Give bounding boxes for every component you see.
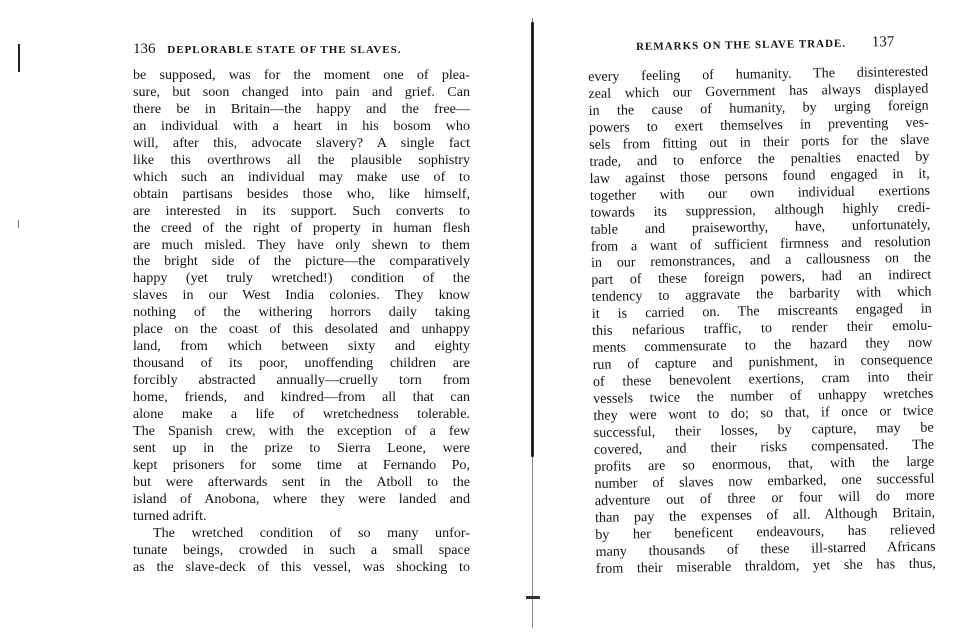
- text-line: The wretched condition of so many unfor-: [153, 524, 470, 541]
- text-line: successful, their losses, by capture, may be: [593, 419, 934, 441]
- right-page-body: [588, 64, 936, 578]
- text-line: turned adrift.: [133, 507, 207, 524]
- text-line: trade, and to enforce the penalties enacted by: [589, 148, 930, 170]
- text-line: zeal which our Government has always displayed: [588, 80, 929, 102]
- text-line: be supposed, was for the moment one of plea-: [133, 67, 470, 83]
- text-line: which such an individual may make use of to: [133, 168, 470, 185]
- text-line: sels from fitting out in their ports for the slave: [589, 131, 930, 153]
- text-line: like this overthrows all the plausible sophistry: [133, 151, 470, 168]
- text-line: The Spanish crew, with the exception of a few: [133, 423, 470, 440]
- text-line: place on the coast of this desolated and unhappy: [133, 321, 470, 338]
- text-line: part of these foreign powers, had an indirect: [591, 267, 932, 289]
- text-line: the bright side of the picture—the comparatively: [133, 253, 470, 270]
- text-line: nothing of the withering horrors daily taking: [133, 304, 470, 321]
- text-line: kept prisoners for some time at Fernando Po,: [133, 456, 470, 473]
- text-line: are much misled. They have only shewn to them: [133, 236, 470, 253]
- text-line: there be in Britain—the happy and the free—: [133, 100, 470, 117]
- text-line: number of slaves now embarked, one successful: [594, 470, 935, 492]
- text-line: than pay the expenses of all. Although Britain,: [594, 504, 936, 526]
- text-line: land, from which between sixty and eighty: [133, 338, 470, 355]
- text-line: together with our own individual exertions: [589, 182, 931, 204]
- text-line: forcibly abstracted annually—cruelly torn from: [133, 372, 470, 389]
- right-page-number: 137: [871, 33, 895, 51]
- right-page-header: [636, 34, 895, 55]
- text-line: vessels twice the number of unhappy wretches: [593, 385, 934, 408]
- text-line: but were afterwards sent in the Atboll to the: [133, 473, 470, 490]
- text-line: obtain partisans besides those who, like himself,: [133, 185, 470, 202]
- text-line: alone make a life of wretchedness tolerable.: [133, 406, 470, 423]
- text-line: will, after this, advocate slavery? A single fact: [133, 134, 470, 151]
- text-line: are interested in its support. Such converts to: [133, 202, 470, 219]
- text-line: they were wont to do; so that, if once or twice: [593, 402, 934, 425]
- text-line: covered, and their risks compensated. The: [593, 436, 935, 458]
- text-line: in the cause of humanity, by urging foreign: [588, 97, 929, 119]
- text-line: it is carried on. The miscreants engaged in: [591, 300, 932, 323]
- text-line: the creed of the right of property in human flesh: [133, 219, 470, 236]
- left-edge-mark: [18, 44, 20, 72]
- text-line: tendency to aggravate the barbarity with which: [591, 284, 932, 306]
- text-line: island of Anobona, where they were landed and: [133, 490, 470, 507]
- text-line: law against those persons found engaged in it,: [589, 165, 930, 187]
- right-page: [528, 0, 980, 642]
- text-line: happy (yet truly wretched!) condition of the: [133, 270, 470, 287]
- text-line: from a want of sufficient firmness and resolution: [590, 233, 931, 255]
- text-line: from their miserable thraldom, yet she has thus,: [595, 555, 936, 577]
- text-line: sure, but soon changed into pain and grief. Can: [133, 83, 470, 100]
- text-line: run of capture and punishment, in consequence: [592, 351, 933, 374]
- text-line: this nefarious traffic, to render their emolu-: [591, 317, 933, 340]
- text-line: adventure out of three or four will do more: [594, 487, 935, 509]
- text-line: as the slave-deck of this vessel, was shocking to: [133, 558, 470, 575]
- text-line: home, friends, and kindred—from all that can: [133, 389, 470, 406]
- left-page-header: [133, 41, 402, 58]
- text-line: table and praiseworthy, have, unfortunately,: [590, 216, 931, 238]
- right-running-head: REMARKS ON THE SLAVE TRADE.: [635, 37, 847, 54]
- text-line: by her beneficent endeavours, has relieved: [595, 521, 936, 543]
- text-line: thousand of its poor, unoffending children are: [133, 355, 470, 372]
- text-line: profits are so enormous, that, with the large: [594, 453, 935, 475]
- text-line: ments commensurate to the hazard they now: [592, 334, 933, 357]
- left-page-number: 136: [133, 41, 156, 57]
- left-edge-mark: [18, 220, 19, 228]
- text-line: every feeling of humanity. The disinterested: [588, 63, 929, 85]
- text-line: many thousands of these ill-starred Africans: [595, 538, 936, 560]
- left-running-head: DEPLORABLE STATE OF THE SLAVES.: [167, 44, 402, 56]
- text-line: of these benevolent exertions, cram into their: [592, 368, 934, 391]
- text-line: tunate beings, crowded in such a small space: [133, 541, 470, 558]
- text-line: powers to exert themselves in preventing ves-: [588, 114, 930, 136]
- text-line: towards its suppression, although highly credi-: [590, 199, 931, 221]
- text-line: slaves in our West India colonies. They know: [133, 287, 470, 304]
- left-page-body: [133, 67, 470, 576]
- text-line: in our remonstrances, and a callousness on the: [590, 250, 932, 272]
- text-line: an individual with a heart in his bosom who: [133, 117, 470, 134]
- text-line: sent up in the prize to Sierra Leone, were: [133, 439, 470, 456]
